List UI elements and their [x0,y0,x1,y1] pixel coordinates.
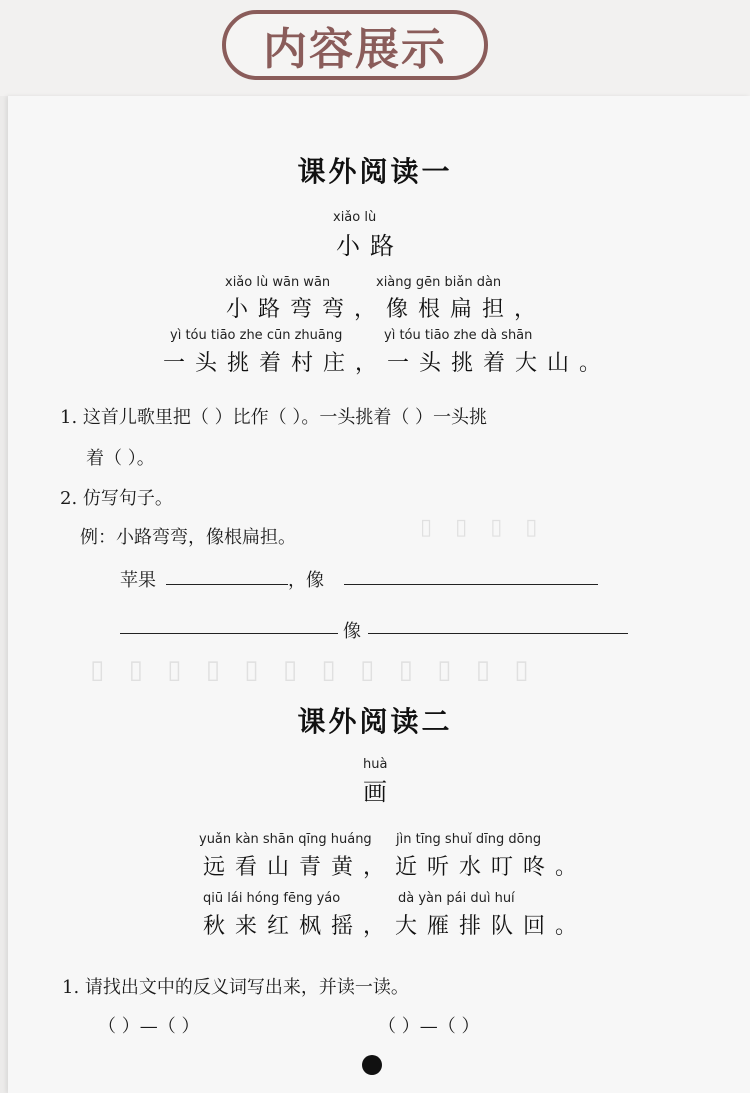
reading2-line2-pinyin-a: qiū lái hóng fēng yáo [203,891,341,906]
reading2-line1: 远看山青黄，近听水叮咚。 [203,855,588,880]
reading1-line2-pinyin-b: yì tóu tiāo zhe dà shān [384,328,533,343]
answer-blank-2[interactable] [344,584,598,585]
reading1-line1-pinyin-b: xiàng gēn biǎn dàn [376,275,502,290]
reading1-line2: 一头挑着村庄，一头挑着大山。 [163,351,612,376]
blank-label-like: ，像 [288,570,324,591]
banner-title: 内容展示 [222,10,488,80]
answer-blank-4[interactable] [368,633,628,634]
reading2-title-pinyin: huà [363,757,388,772]
reading2-heading: 课外阅读二 [297,705,453,738]
blank-label-like-2: 像 [343,621,361,642]
reading1-line1: 小路弯弯，像根扁担， [226,297,547,322]
reading2-line1-pinyin-b: jìn tīng shuǐ dīng dōng [396,832,542,847]
reading1-question-1-cont: 着（ ）。 [86,448,155,469]
reading2-line2: 秋来红枫摇，大雁排队回。 [203,914,588,939]
reading1-title-pinyin: xiǎo lù [333,210,377,225]
reading1-heading: 课外阅读一 [297,155,453,188]
show-through-decoration: ▯ ▯ ▯ ▯ [420,515,546,540]
reading1-question-1: 1. 这首儿歌里把（ ）比作（ ）。一头挑着（ ）一头挑 [60,407,488,428]
blank-label-apple: 苹果 [120,570,156,591]
antonym-pair-2[interactable]: （ ）—（ ） [378,1016,480,1037]
reading1-line2-pinyin-a: yì tóu tiāo zhe cūn zhuāng [170,328,343,343]
reading2-line2-pinyin-b: dà yàn pái duì huí [398,891,515,906]
banner [0,0,750,96]
reading1-example: 例：小路弯弯，像根扁担。 [80,527,296,548]
reading2-title: 画 [363,778,397,806]
answer-blank-1[interactable] [166,584,288,585]
answer-blank-3[interactable] [120,633,338,634]
page-number-dot [362,1055,382,1075]
reading2-line1-pinyin-a: yuǎn kàn shān qīng huáng [199,832,372,847]
reading1-title: 小路 [336,232,404,260]
show-through-decoration: ▯ ▯ ▯ ▯ ▯ ▯ ▯ ▯ ▯ ▯ ▯ ▯ [90,655,537,685]
reading1-line1-pinyin-a: xiǎo lù wān wān [225,275,331,290]
reading2-question-1: 1. 请找出文中的反义词写出来，并读一读。 [62,977,409,998]
reading1-question-2: 2. 仿写句子。 [60,488,173,509]
antonym-pair-1[interactable]: （ ）—（ ） [98,1016,200,1037]
